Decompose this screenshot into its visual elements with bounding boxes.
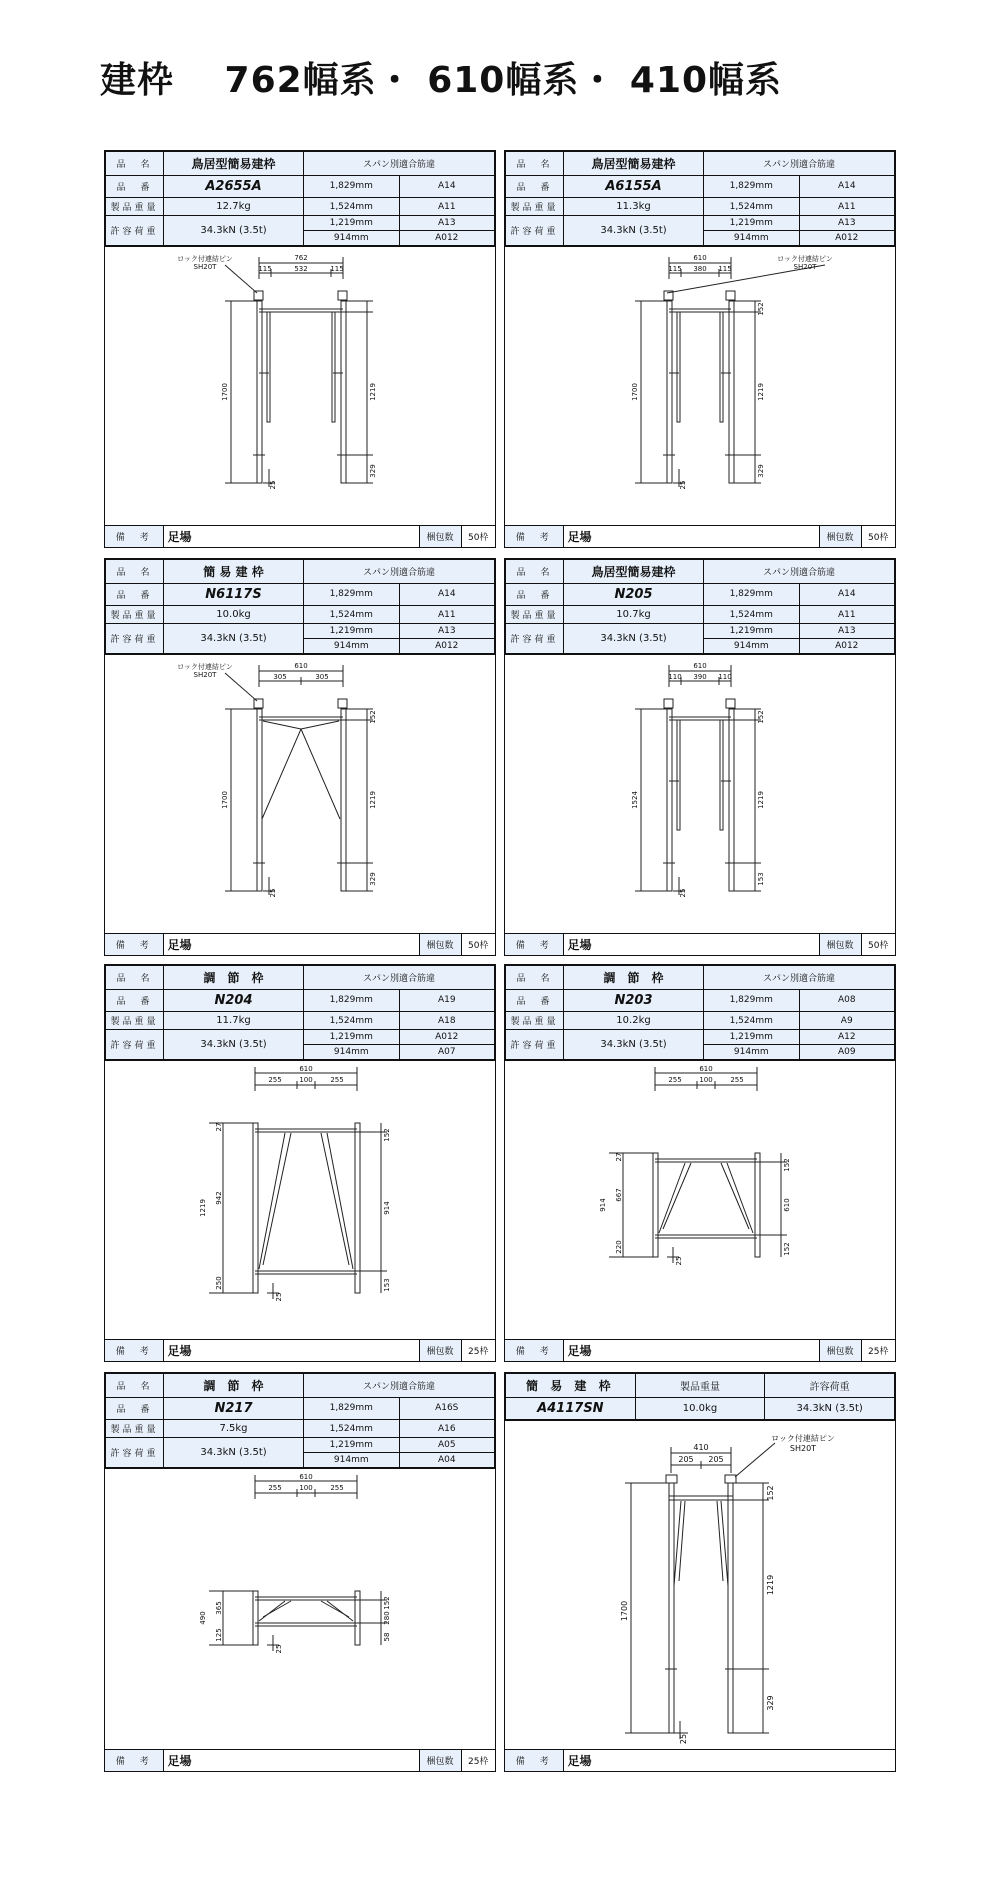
span-header: スパン別適合筋違 (304, 966, 495, 990)
pin-model: SH20T (789, 1444, 817, 1453)
brace-ref: A19 (399, 990, 495, 1011)
weight-value: 12.7kg (164, 197, 304, 216)
product-code: A6155A (564, 176, 704, 197)
packing-label: 梱包数 (819, 526, 861, 547)
dim-foot: 25 (679, 1733, 688, 1745)
dim-height: 1219 (199, 1199, 207, 1217)
dim-height: 1524 (631, 791, 639, 809)
brace-ref: A13 (399, 216, 495, 231)
frame-drawing (105, 1061, 495, 1339)
dim-right-top: 152 (383, 1128, 391, 1142)
frame-drawing-svg (505, 655, 895, 933)
dim-foot: 25 (275, 1644, 283, 1654)
brace-ref: A12 (799, 1030, 895, 1045)
span-length: 1,524mm (704, 1011, 800, 1030)
packing-value: 50枠 (861, 526, 895, 547)
dim-foot: 25 (679, 480, 687, 490)
dim-foot: 25 (679, 888, 687, 898)
brace-ref: A08 (799, 990, 895, 1011)
dim-part-3: 255 (730, 1076, 744, 1084)
product-card-n6117s (104, 558, 496, 956)
remarks-label: 備 考 (505, 1340, 563, 1361)
name-label: 品 名 (506, 966, 564, 990)
dim-top: 152 (757, 302, 765, 316)
product-card-n204 (104, 964, 496, 1362)
span-length: 1,219mm (704, 1030, 800, 1045)
dim-side-left: 115 (668, 265, 682, 273)
product-name: 調 節 枠 (164, 1374, 304, 1398)
product-code: N204 (164, 990, 304, 1011)
span-length: 914mm (304, 1045, 400, 1060)
span-length: 1,219mm (704, 624, 800, 639)
brace-ref: A09 (799, 1045, 895, 1060)
span-length: 1,524mm (304, 605, 400, 624)
packing-value: 50枠 (861, 934, 895, 955)
pin-model: SH20T (193, 263, 217, 271)
frame-drawing-svg (505, 247, 895, 525)
load-label: 許容荷重 (506, 216, 564, 246)
product-code: A2655A (164, 176, 304, 197)
dim-part-2: 100 (299, 1484, 313, 1492)
card-header (105, 1373, 495, 1469)
load-value: 34.3kN (3.5t) (765, 1398, 895, 1420)
dim-width: 410 (693, 1443, 709, 1452)
dim-part-1: 255 (268, 1076, 282, 1084)
dim-width: 610 (699, 1065, 713, 1073)
dim-right-mid: 610 (783, 1198, 791, 1212)
span-length: 1,524mm (704, 605, 800, 624)
brace-ref: A012 (399, 231, 495, 246)
packing-value: 25枠 (461, 1340, 495, 1361)
span-length: 1,524mm (304, 197, 400, 216)
span-length: 1,829mm (704, 176, 800, 197)
span-header: スパン別適合筋違 (304, 560, 495, 584)
dim-part-1: 255 (268, 1484, 282, 1492)
frame-drawing (505, 1061, 895, 1339)
frame-drawing (505, 247, 895, 525)
dim-side-right: 115 (718, 265, 732, 273)
load-value: 34.3kN (3.5t) (164, 1030, 304, 1060)
brace-ref: A14 (399, 176, 495, 197)
product-name: 調 節 枠 (564, 966, 704, 990)
product-name: 簡 易 建 枠 (164, 560, 304, 584)
brace-ref: A14 (399, 584, 495, 605)
dim-top-offset: 27 (215, 1122, 223, 1132)
dim-sub: 1219 (369, 383, 377, 401)
load-value: 34.3kN (3.5t) (164, 624, 304, 654)
span-length: 1,524mm (304, 1011, 400, 1030)
code-label: 品 番 (506, 584, 564, 605)
card-header (505, 151, 895, 247)
weight-label: 製品重量 (506, 1011, 564, 1030)
card-footer (105, 1339, 495, 1361)
product-card-a6155a (504, 150, 896, 548)
span-length: 914mm (704, 639, 800, 654)
brace-ref: A012 (399, 639, 495, 654)
weight-label: 製品重量 (106, 1419, 164, 1438)
pin-note: ロック付連結ピン (777, 255, 833, 263)
card-header (105, 559, 495, 655)
weight-value: 11.7kg (164, 1011, 304, 1030)
pin-model: SH20T (193, 671, 217, 679)
span-length: 1,219mm (304, 1030, 400, 1045)
dim-right-top: 152 (383, 1596, 391, 1610)
dim-inner: 380 (693, 265, 707, 273)
card-footer (105, 1749, 495, 1771)
dim-sub: 667 (615, 1188, 623, 1202)
remarks-label: 備 考 (505, 934, 563, 955)
dim-right-bottom: 153 (383, 1278, 391, 1292)
dim-part-2: 100 (299, 1076, 313, 1084)
brace-ref: A04 (399, 1453, 495, 1468)
card-footer (105, 525, 495, 547)
dim-width: 610 (299, 1473, 313, 1481)
dim-sub: 365 (215, 1601, 223, 1615)
product-code: N217 (164, 1398, 304, 1419)
packing-value: 50枠 (461, 934, 495, 955)
dim-height: 1700 (631, 383, 639, 401)
dim-half-right: 305 (315, 673, 329, 681)
dim-bottom-offset: 250 (215, 1276, 223, 1290)
pin-model: SH20T (793, 263, 817, 271)
name-label: 品 名 (106, 152, 164, 176)
frame-drawing-svg (105, 655, 495, 933)
dim-inner: 532 (294, 265, 308, 273)
packing-label: 梱包数 (419, 934, 461, 955)
dim-bottom-offset: 220 (615, 1240, 623, 1254)
span-header: スパン別適合筋違 (704, 966, 895, 990)
product-code: N6117S (164, 584, 304, 605)
brace-ref: A18 (399, 1011, 495, 1030)
brace-ref: A11 (399, 605, 495, 624)
packing-label: 梱包数 (819, 1340, 861, 1361)
card-header (505, 965, 895, 1061)
name-label: 品 名 (506, 560, 564, 584)
dim-width: 762 (294, 254, 308, 262)
product-name: 簡 易 建 枠 (506, 1374, 636, 1398)
dim-top: 152 (757, 710, 765, 724)
weight-value: 10.0kg (164, 605, 304, 624)
load-value: 34.3kN (3.5t) (564, 1030, 704, 1060)
dim-side-right: 110 (718, 673, 732, 681)
dim-bottom: 329 (757, 464, 765, 478)
dim-top: 152 (766, 1485, 775, 1501)
dim-width: 610 (693, 254, 707, 262)
product-card-n217 (104, 1372, 496, 1772)
dim-part-3: 255 (330, 1484, 344, 1492)
remarks-value: 足場 (563, 934, 819, 955)
span-header: スパン別適合筋違 (704, 152, 895, 176)
dim-side-left: 110 (668, 673, 682, 681)
remarks-value: 足場 (163, 1340, 419, 1361)
product-code: A4117SN (506, 1398, 636, 1420)
remarks-value: 足場 (563, 526, 819, 547)
card-header (505, 559, 895, 655)
weight-label: 製品重量 (506, 197, 564, 216)
remarks-label: 備 考 (105, 1340, 163, 1361)
card-footer (105, 933, 495, 955)
name-label: 品 名 (106, 1374, 164, 1398)
product-name: 調 節 枠 (164, 966, 304, 990)
remarks-value: 足場 (163, 1750, 419, 1771)
code-label: 品 番 (506, 990, 564, 1011)
product-card-n203 (504, 964, 896, 1362)
weight-value: 10.2kg (564, 1011, 704, 1030)
product-name: 鳥居型簡易建枠 (164, 152, 304, 176)
remarks-value: 足場 (163, 526, 419, 547)
brace-ref: A16S (399, 1398, 495, 1419)
dim-height: 1700 (221, 383, 229, 401)
span-length: 1,219mm (304, 1438, 400, 1453)
brace-ref: A012 (799, 231, 895, 246)
dim-sub: 1219 (766, 1574, 775, 1596)
frame-drawing (105, 655, 495, 933)
card-header (105, 151, 495, 247)
frame-drawing-svg (505, 1421, 895, 1747)
dim-part-2: 100 (699, 1076, 713, 1084)
frame-drawing-svg (105, 1469, 495, 1747)
load-label: 許容荷重 (506, 624, 564, 654)
dim-top-offset: 27 (615, 1152, 623, 1162)
frame-drawing-svg (105, 1061, 495, 1339)
remarks-value: 足場 (563, 1340, 819, 1361)
span-length: 1,829mm (304, 1398, 400, 1419)
product-card-n205 (504, 558, 896, 956)
dim-side-left: 115 (258, 265, 272, 273)
span-length: 1,219mm (304, 624, 400, 639)
span-length: 1,829mm (704, 990, 800, 1011)
span-length: 1,524mm (704, 197, 800, 216)
dim-half-right: 205 (708, 1455, 724, 1464)
card-footer (505, 1749, 895, 1771)
load-value: 34.3kN (3.5t) (164, 216, 304, 246)
dim-width: 610 (299, 1065, 313, 1073)
dim-sub: 1219 (757, 383, 765, 401)
span-length: 1,219mm (304, 216, 400, 231)
dim-height: 914 (599, 1198, 607, 1212)
dim-right-bottom: 58 (383, 1632, 391, 1642)
dim-bottom: 329 (369, 464, 377, 478)
packing-label: 梱包数 (419, 1750, 461, 1771)
span-header: スパン別適合筋違 (304, 152, 495, 176)
span-length: 914mm (304, 639, 400, 654)
load-label: 許容荷重 (106, 1438, 164, 1468)
dim-foot: 25 (269, 888, 277, 898)
brace-ref: A13 (799, 624, 895, 639)
remarks-label: 備 考 (105, 934, 163, 955)
card-footer (505, 933, 895, 955)
load-label: 許容荷重 (506, 1030, 564, 1060)
brace-ref: A13 (799, 216, 895, 231)
brace-ref: A012 (399, 1030, 495, 1045)
remarks-label: 備 考 (105, 526, 163, 547)
code-label: 品 番 (106, 1398, 164, 1419)
brace-ref: A14 (799, 584, 895, 605)
load-label: 許容荷重 (106, 216, 164, 246)
dim-bottom: 153 (757, 872, 765, 886)
weight-label: 製品重量 (106, 197, 164, 216)
brace-ref: A13 (399, 624, 495, 639)
dim-bottom-offset: 125 (215, 1628, 223, 1642)
brace-ref: A012 (799, 639, 895, 654)
load-label: 許容荷重 (106, 1030, 164, 1060)
packing-label: 梱包数 (819, 934, 861, 955)
product-name: 鳥居型簡易建枠 (564, 560, 704, 584)
load-label: 許容荷重 (765, 1374, 895, 1398)
dim-height: 1700 (620, 1600, 629, 1622)
name-label: 品 名 (506, 152, 564, 176)
dim-part-1: 255 (668, 1076, 682, 1084)
dim-right-top: 152 (783, 1158, 791, 1172)
dim-foot: 25 (275, 1292, 283, 1302)
code-label: 品 番 (106, 584, 164, 605)
frame-drawing-svg (505, 1061, 895, 1339)
card-header (105, 965, 495, 1061)
remarks-value: 足場 (563, 1750, 895, 1771)
dim-bottom: 329 (766, 1695, 775, 1711)
brace-ref: A11 (399, 197, 495, 216)
span-length: 914mm (304, 231, 400, 246)
pin-note: ロック付連結ピン (771, 1434, 835, 1443)
frame-drawing (105, 247, 495, 525)
weight-label: 製品重量 (106, 605, 164, 624)
brace-ref: A05 (399, 1438, 495, 1453)
weight-value: 11.3kg (564, 197, 704, 216)
load-value: 34.3kN (3.5t) (564, 624, 704, 654)
weight-label: 製品重量 (106, 1011, 164, 1030)
load-value: 34.3kN (3.5t) (164, 1438, 304, 1468)
span-length: 1,829mm (304, 176, 400, 197)
dim-right-mid: 280 (383, 1611, 391, 1625)
remarks-label: 備 考 (105, 1750, 163, 1771)
brace-ref: A16 (399, 1419, 495, 1438)
weight-value: 10.7kg (564, 605, 704, 624)
brace-ref: A11 (799, 197, 895, 216)
dim-bottom: 329 (369, 872, 377, 886)
dim-top: 152 (369, 710, 377, 724)
span-length: 914mm (704, 1045, 800, 1060)
load-label: 許容荷重 (106, 624, 164, 654)
load-value: 34.3kN (3.5t) (564, 216, 704, 246)
brace-ref: A07 (399, 1045, 495, 1060)
span-length: 914mm (704, 231, 800, 246)
brace-ref: A14 (799, 176, 895, 197)
packing-label: 梱包数 (419, 1340, 461, 1361)
span-length: 1,219mm (704, 216, 800, 231)
weight-value: 10.0kg (635, 1398, 765, 1420)
card-footer (505, 525, 895, 547)
dim-sub: 942 (215, 1191, 223, 1205)
dim-side-right: 115 (330, 265, 344, 273)
packing-value: 25枠 (461, 1750, 495, 1771)
dim-sub: 1219 (757, 791, 765, 809)
span-header: スパン別適合筋違 (704, 560, 895, 584)
span-length: 1,829mm (304, 584, 400, 605)
pin-note: ロック付連結ピン (177, 255, 233, 263)
frame-drawing (505, 1421, 895, 1747)
brace-ref: A9 (799, 1011, 895, 1030)
frame-drawing (105, 1469, 495, 1747)
name-label: 品 名 (106, 560, 164, 584)
code-label: 品 番 (106, 176, 164, 197)
packing-value: 25枠 (861, 1340, 895, 1361)
packing-label: 梱包数 (419, 526, 461, 547)
product-card-a4117sn (504, 1372, 896, 1772)
span-length: 914mm (304, 1453, 400, 1468)
card-header (505, 1373, 895, 1421)
packing-value: 50枠 (461, 526, 495, 547)
weight-label: 製品重量 (635, 1374, 765, 1398)
dim-width: 610 (294, 662, 308, 670)
page-title: 建枠 762幅系・ 610幅系・ 410幅系 (100, 60, 783, 101)
weight-value: 7.5kg (164, 1419, 304, 1438)
frame-drawing-svg (105, 247, 495, 525)
product-name: 鳥居型簡易建枠 (564, 152, 704, 176)
dim-inner: 390 (693, 673, 707, 681)
remarks-label: 備 考 (505, 1750, 563, 1771)
pin-note: ロック付連結ピン (177, 663, 233, 671)
dim-sub: 1219 (369, 791, 377, 809)
card-footer (505, 1339, 895, 1361)
brace-ref: A11 (799, 605, 895, 624)
product-code: N203 (564, 990, 704, 1011)
dim-half-left: 205 (678, 1455, 694, 1464)
dim-right-bottom: 152 (783, 1242, 791, 1256)
name-label: 品 名 (106, 966, 164, 990)
code-label: 品 番 (506, 176, 564, 197)
span-length: 1,829mm (304, 990, 400, 1011)
dim-right-mid: 914 (383, 1201, 391, 1215)
code-label: 品 番 (106, 990, 164, 1011)
dim-foot: 25 (269, 480, 277, 490)
dim-width: 610 (693, 662, 707, 670)
span-length: 1,829mm (704, 584, 800, 605)
product-card-a2655a (104, 150, 496, 548)
remarks-value: 足場 (163, 934, 419, 955)
dim-height: 1700 (221, 791, 229, 809)
span-header: スパン別適合筋違 (304, 1374, 495, 1398)
dim-height: 490 (199, 1611, 207, 1625)
remarks-label: 備 考 (505, 526, 563, 547)
span-length: 1,524mm (304, 1419, 400, 1438)
dim-part-3: 255 (330, 1076, 344, 1084)
dim-foot: 25 (675, 1256, 683, 1266)
frame-drawing (505, 655, 895, 933)
product-code: N205 (564, 584, 704, 605)
dim-half-left: 305 (273, 673, 287, 681)
weight-label: 製品重量 (506, 605, 564, 624)
